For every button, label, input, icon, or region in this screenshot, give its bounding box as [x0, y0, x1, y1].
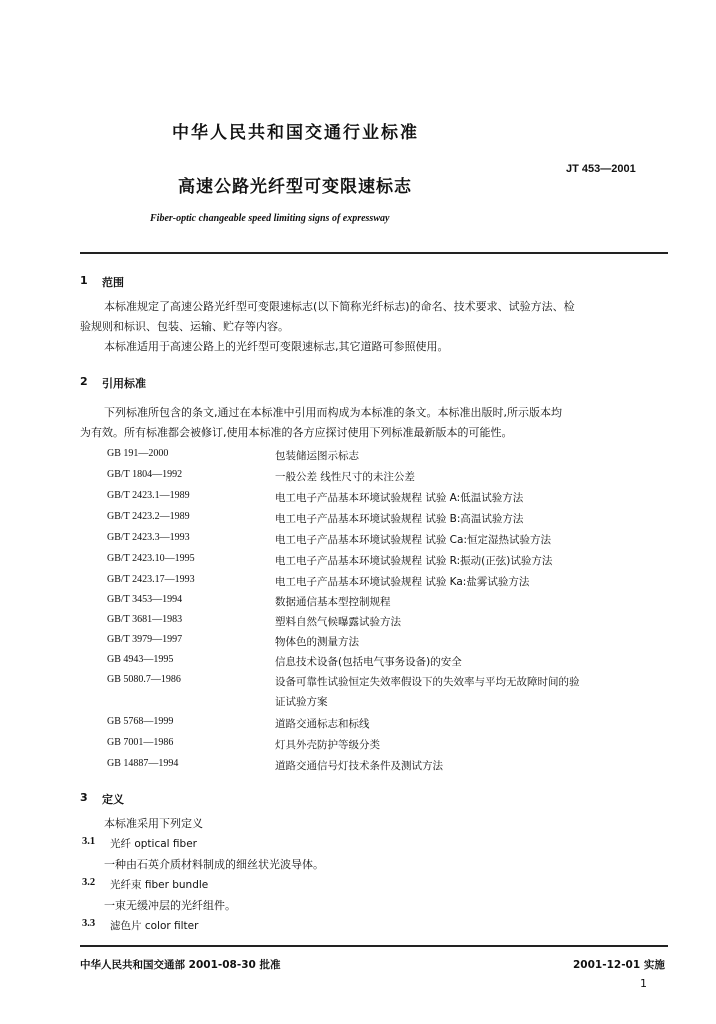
section-2-intro-line-1: 下列标准所包含的条文,通过在本标准中引用而构成为本标准的条文。本标准出版时,所示版本均: [104, 406, 562, 419]
document-title-en: Fiber-optic changeable speed limiting signs of expressway: [150, 213, 390, 224]
ref-code: GB/T 2423.17—1993: [107, 574, 195, 585]
ref-title: 包装储运图示标志: [275, 450, 359, 462]
ref-title: 电工电子产品基本环境试验规程 试验 Ka:盐雾试验方法: [275, 576, 530, 588]
section-3-heading: 定义: [102, 793, 124, 806]
ref-code: GB 5768—1999: [107, 716, 174, 727]
ref-code: GB/T 2423.3—1993: [107, 532, 190, 543]
section-2-heading: 引用标准: [102, 377, 146, 390]
ref-code: GB/T 2423.1—1989: [107, 490, 190, 501]
definition-number: 3.2: [82, 877, 96, 888]
section-1-number: 1: [80, 274, 88, 287]
definition-term: 光纤束 fiber bundle: [110, 879, 209, 891]
definition-number: 3.3: [82, 918, 96, 929]
ref-title: 信息技术设备(包括电气事务设备)的安全: [275, 656, 462, 668]
section-3-intro: 本标准采用下列定义: [104, 817, 203, 830]
section-2-intro-line-2: 为有效。所有标准都会被修订,使用本标准的各方应探讨使用下列标准最新版本的可能性。: [80, 426, 513, 439]
ref-title: 道路交通信号灯技术条件及测试方法: [275, 760, 443, 772]
ref-code: GB 4943—1995: [107, 654, 174, 665]
section-1-para-2: 本标准适用于高速公路上的光纤型可变限速标志,其它道路可参照使用。: [104, 340, 449, 353]
ref-code: GB/T 3681—1983: [107, 614, 183, 625]
ref-code: GB/T 3453—1994: [107, 594, 183, 605]
definition-number: 3.1: [82, 836, 96, 847]
definition-description: 一种由石英介质材料制成的细丝状光波导体。: [104, 858, 324, 871]
standard-code: JT 453—2001: [566, 163, 636, 175]
ref-code: GB 7001—1986: [107, 737, 174, 748]
ref-code: GB/T 2423.10—1995: [107, 553, 195, 564]
document-title: 高速公路光纤型可变限速标志: [178, 177, 412, 197]
ref-code: GB 5080.7—1986: [107, 674, 181, 685]
ref-title: 证试验方案: [275, 696, 328, 708]
ref-title: 电工电子产品基本环境试验规程 试验 A:低温试验方法: [275, 492, 524, 504]
ref-title: 道路交通标志和标线: [275, 718, 370, 730]
definition-term: 光纤 optical fiber: [110, 838, 197, 850]
ref-title: 一般公差 线性尺寸的未注公差: [275, 471, 415, 483]
ref-title: 电工电子产品基本环境试验规程 试验 Ca:恒定湿热试验方法: [275, 534, 551, 546]
footer-rule: [80, 945, 668, 947]
ref-title: 电工电子产品基本环境试验规程 试验 B:高温试验方法: [275, 513, 524, 525]
effective-date-line: 2001-12-01 实施: [573, 959, 665, 971]
section-1-heading: 范围: [102, 276, 124, 289]
ref-title: 设备可靠性试验恒定失效率假设下的失效率与平均无故障时间的验: [275, 676, 580, 688]
section-1-para-1-line-1: 本标准规定了高速公路光纤型可变限速标志(以下简称光纤标志)的命名、技术要求、试验方法、检: [104, 300, 575, 313]
ref-code: GB/T 3979—1997: [107, 634, 183, 645]
section-3-number: 3: [80, 791, 88, 804]
definition-term: 滤色片 color filter: [110, 920, 199, 932]
page-number: 1: [640, 977, 647, 990]
ref-title: 物体色的测量方法: [275, 636, 359, 648]
section-1-para-1-line-2: 验规则和标识、包装、运输、贮存等内容。: [80, 320, 289, 333]
ref-code: GB 14887—1994: [107, 758, 179, 769]
ref-code: GB 191—2000: [107, 448, 169, 459]
section-2-number: 2: [80, 375, 88, 388]
ref-code: GB/T 2423.2—1989: [107, 511, 190, 522]
issuing-authority: 中华人民共和国交通行业标准: [172, 123, 419, 143]
header-rule: [80, 252, 668, 254]
ref-title: 数据通信基本型控制规程: [275, 596, 391, 608]
ref-title: 电工电子产品基本环境试验规程 试验 R:振动(正弦)试验方法: [275, 555, 553, 567]
ref-title: 灯具外壳防护等级分类: [275, 739, 380, 751]
definition-description: 一束无缓冲层的光纤组件。: [104, 899, 236, 912]
approval-line: 中华人民共和国交通部 2001-08-30 批准: [80, 959, 281, 971]
ref-code: GB/T 1804—1992: [107, 469, 183, 480]
ref-title: 塑料自然气候曝露试验方法: [275, 616, 401, 628]
